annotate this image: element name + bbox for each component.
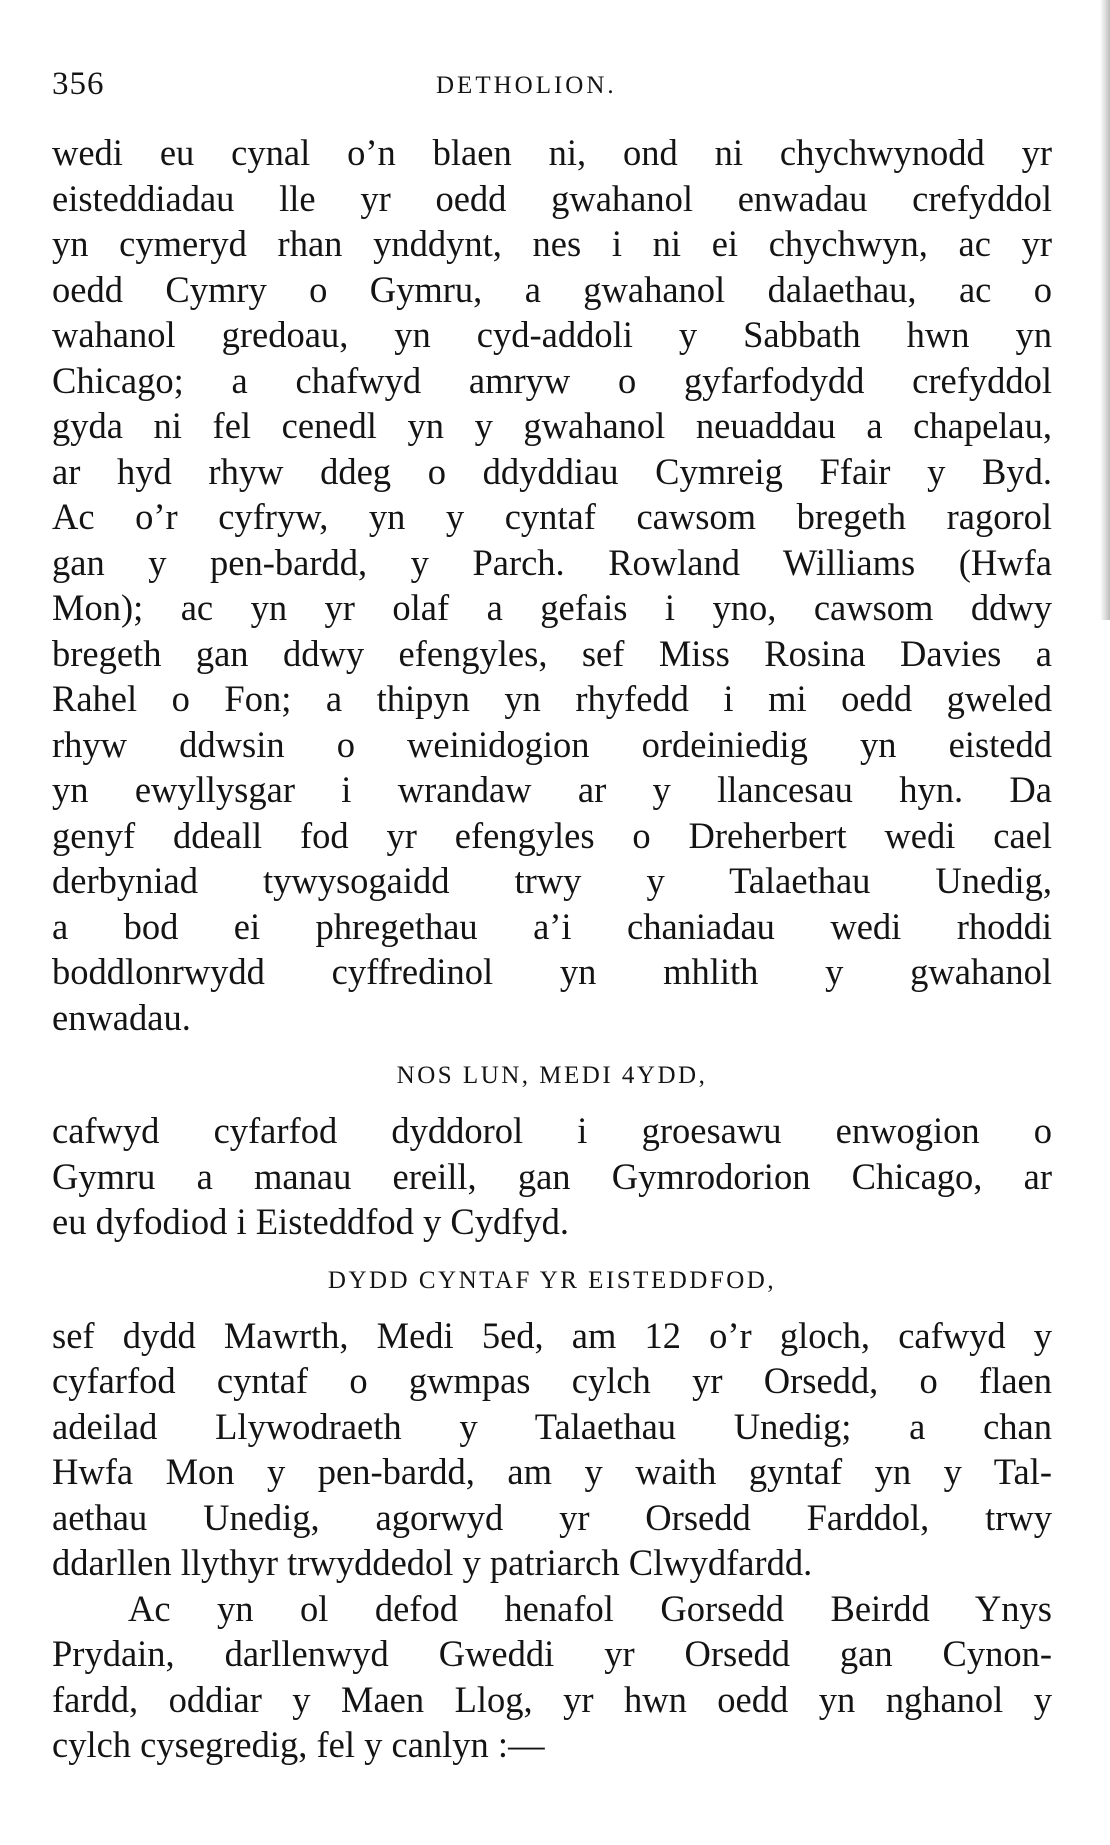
text-line: fardd, oddiar y Maen Llog, yr hwn oedd yn nghanol y bbox=[52, 1678, 1052, 1720]
text-line: oedd Cymry o Gymru, a gwahanol dalaethau, ac o bbox=[52, 268, 1052, 310]
text-line: aethau Unedig, agorwyd yr Orsedd Farddol, trwy bbox=[52, 1496, 1052, 1538]
page-number: 356 bbox=[52, 66, 105, 102]
text-line: gyda ni fel cenedl yn y gwahanol neuaddau a chapelau, bbox=[52, 405, 1052, 446]
text-line: adeilad Llywodraeth y Talaethau Unedig; a chan bbox=[52, 1405, 1052, 1447]
text-line: derbyniad tywysogaidd trwy y Talaethau Unedig, bbox=[52, 860, 1052, 901]
text-line: Hwfa Mon y pen-bardd, am y waith gyntaf yn y Tal- bbox=[52, 1451, 1052, 1492]
section-heading: NOS LUN, MEDI 4YDD, bbox=[396, 1062, 708, 1089]
running-header bbox=[52, 50, 1052, 110]
paragraph-intro bbox=[52, 130, 1052, 1040]
text-line: eisteddiadau lle yr oedd gwahanol enwadau crefyddol bbox=[52, 177, 1052, 219]
book-page bbox=[52, 50, 1052, 1768]
text-line: Rahel o Fon; a thipyn yn rhyfedd i mi oedd gweled bbox=[52, 678, 1052, 719]
body-text bbox=[52, 130, 1052, 1768]
text-line: Prydain, darllenwyd Gweddi yr Orsedd gan Cynon- bbox=[52, 1633, 1052, 1674]
text-line: ar hyd rhyw ddeg o ddyddiau Cymreig Ffair y Byd. bbox=[52, 450, 1052, 492]
text-line: cyfarfod cyntaf o gwmpas cylch yr Orsedd, o flaen bbox=[52, 1360, 1052, 1401]
text-line: cafwyd cyfarfod dyddorol i groesawu enwogion o bbox=[52, 1110, 1052, 1151]
text-line: genyf ddeall fod yr efengyles o Dreherbert wedi cael bbox=[52, 814, 1052, 856]
text-line: eu dyfodiod i Eisteddfod y Cydfyd. bbox=[52, 1201, 570, 1242]
text-line: yn cymeryd rhan ynddynt, nes i ni ei chychwyn, ac yr bbox=[52, 223, 1052, 264]
text-line: yn ewyllysgar i wrandaw ar y llancesau hyn. Da bbox=[52, 769, 1052, 810]
text-line: bregeth gan ddwy efengyles, sef Miss Rosina Davies a bbox=[52, 632, 1052, 674]
text-line: gan y pen-bardd, y Parch. Rowland Williams (Hwfa bbox=[52, 541, 1052, 583]
running-title: DETHOLION. bbox=[436, 72, 617, 99]
text-line: a bod ei phregethau a’i chaniadau wedi rhoddi bbox=[52, 905, 1052, 947]
text-line: Ac yn ol defod henafol Gorsedd Beirdd Ynys bbox=[128, 1587, 1052, 1629]
text-line: sef dydd Mawrth, Medi 5ed, am 12 o’r gloch, cafwyd y bbox=[52, 1314, 1052, 1356]
text-line: Ac o’r cyfryw, yn y cyntaf cawsom bregeth ragorol bbox=[52, 496, 1052, 537]
section-heading: DYDD CYNTAF YR EISTEDDFOD, bbox=[327, 1266, 777, 1294]
text-line: Chicago; a chafwyd amryw o gyfarfodydd crefyddol bbox=[52, 359, 1052, 401]
text-line: cylch cysegredig, fel y canlyn :— bbox=[52, 1724, 545, 1765]
text-line: boddlonrwydd cyffredinol yn mhlith y gwahanol bbox=[52, 951, 1052, 992]
text-line: Gymru a manau ereill, gan Gymrodorion Chicago, ar bbox=[52, 1155, 1052, 1197]
text-line: Mon); ac yn yr olaf a gefais i yno, cawsom ddwy bbox=[52, 587, 1052, 628]
text-line: enwadau. bbox=[52, 996, 191, 1038]
scan-edge-shadow bbox=[1100, 0, 1110, 620]
paragraph-nos-lun bbox=[52, 1108, 1052, 1245]
text-line: rhyw ddwsin o weinidogion ordeiniedig yn eistedd bbox=[52, 723, 1052, 765]
paragraph-gweddi bbox=[52, 1586, 1052, 1768]
paragraph-dydd-cyntaf bbox=[52, 1313, 1052, 1586]
text-line: wedi eu cynal o’n blaen ni, ond ni chychwynodd yr bbox=[52, 132, 1052, 173]
text-line: ddarllen llythyr trwyddedol y patriarch Clwydfardd. bbox=[52, 1542, 813, 1583]
text-line: wahanol gredoau, yn cyd-addoli y Sabbath hwn yn bbox=[52, 314, 1052, 355]
